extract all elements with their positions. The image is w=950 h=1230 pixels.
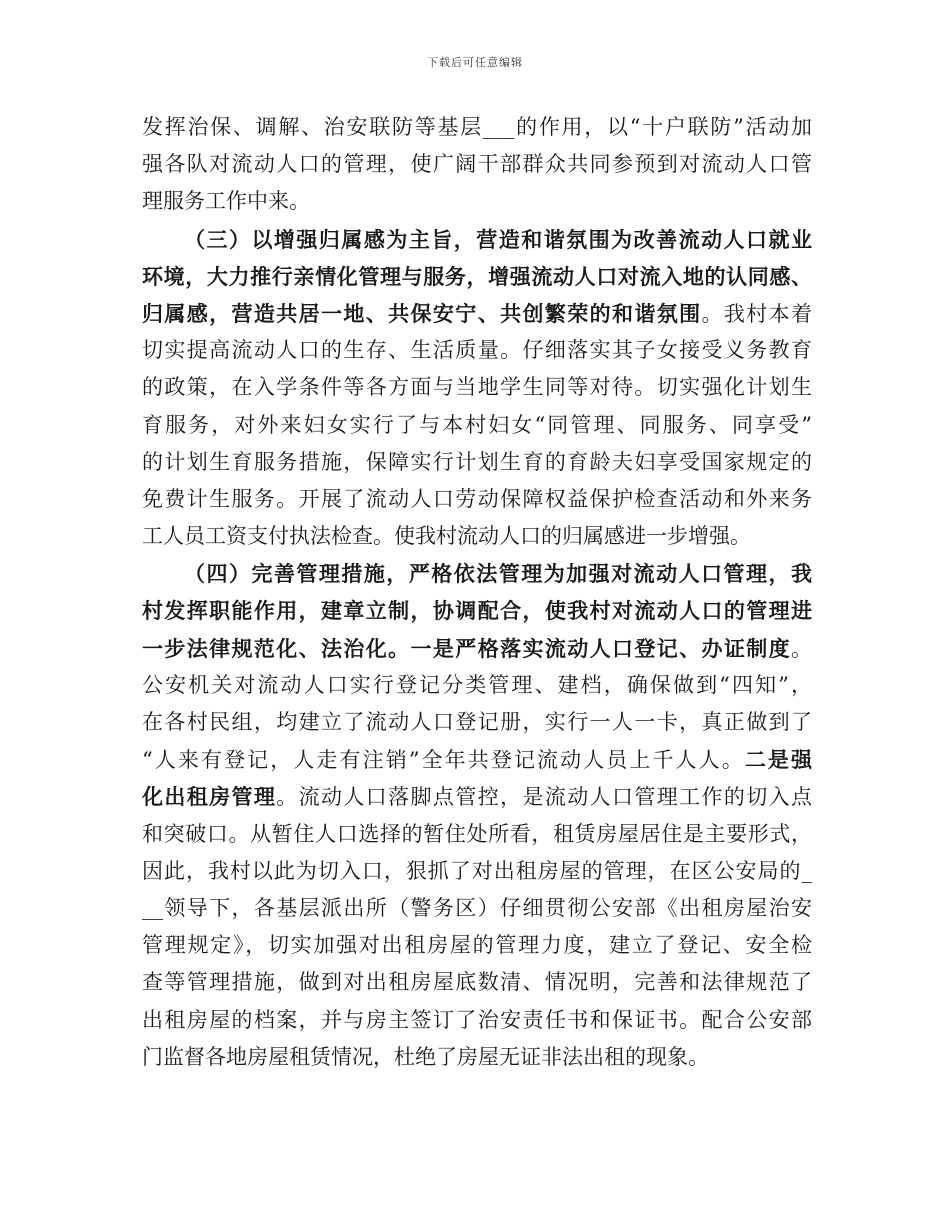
text-line: 切实提高流动人口的生存、生活质量。仔细落实其子女接受义务教育: [142, 338, 812, 363]
text-line: [142, 741, 812, 778]
text-line: 工人员工资支付执法检查。使我村流动人口的归属感进一步增强。: [142, 524, 751, 549]
text-line: 查等管理措施，做到对出租房屋底数清、情况明，完善和法律规范了: [142, 970, 812, 995]
section-heading-4: （四）完善管理措施，严格依法管理为加强对流动人口管理，我: [184, 561, 812, 587]
section-heading-3: （三）以增强归属感为主旨，营造和谐氛围为改善流动人口就业: [184, 226, 812, 252]
text-run: “人来有登记，人走有注销”全年共登记流动人员上千人人。: [142, 748, 745, 773]
text-line: [142, 778, 812, 815]
bold-run: 一步法律规范化、法治化。一是严格落实流动人口登记、办证制度: [142, 635, 791, 661]
bold-run: 二是强: [744, 747, 812, 773]
text-line: 免费计生服务。开展了流动人口劳动保障权益保护检查活动和外来务: [142, 486, 812, 511]
text-line: __领导下，各基层派出所（警务区）仔细贯彻公安部《出租房屋治安: [142, 895, 812, 920]
text-line: 在各村民组，均建立了流动人口登记册，实行一人一卡，真正做到了: [142, 710, 812, 734]
text-line: 公安机关对流动人口实行登记分类管理、建档，确保做到“四知”，: [142, 672, 812, 697]
text-line: 因此，我村以此为切入口，狠抓了对出租房屋的管理，在区公安局的_: [142, 858, 812, 883]
text-run: 。我村本着: [701, 301, 812, 326]
text-run: 。: [791, 636, 812, 661]
bold-run: 化出租房管理: [142, 784, 277, 810]
page-header: 下载后可任意编辑: [427, 56, 523, 69]
text-line: 门监督各地房屋租赁情况，杜绝了房屋无证非法出租的现象。: [142, 1044, 709, 1069]
text-line: 强各队对流动人口的管理，使广阔干部群众共同参预到对流动人口管: [142, 152, 812, 177]
text-line: 出租房屋的档案，并与房主签订了治安责任书和保证书。配合公安部: [142, 1007, 812, 1032]
bold-run: 归属感，营造共居一地、共保安宁、共创繁荣的和谐氛围: [142, 300, 702, 326]
text-line: [142, 630, 812, 667]
text-line: 育服务，对外来妇女实行了与本村妇女“同管理、同服务、同享受”: [142, 412, 812, 437]
text-line: 的政策，在入学条件等各方面与当地学生同等对待。切实强化计划生: [142, 375, 812, 400]
section-heading-4-cont: 村发挥职能作用，建章立制，协调配合，使我村对流动人口的管理进: [142, 598, 812, 624]
text-line: 的计划生育服务措施，保障实行计划生育的育龄夫妇享受国家规定的: [142, 449, 812, 474]
text-line: [142, 295, 812, 332]
text-run: 。流动人口落脚点管控，是流动人口管理工作的切入点: [276, 785, 812, 810]
text-line: 管理规定》，切实加强对出租房屋的管理力度，建立了登记、安全检: [142, 933, 812, 958]
document-body: [142, 109, 812, 1076]
text-line: 和突破口。从暂住人口选择的暂住处所看，租赁房屋居住是主要形式，: [142, 821, 812, 846]
text-line: 发挥治保、调解、治安联防等基层___的作用，以“十户联防”活动加: [142, 115, 812, 139]
text-line: 理服务工作中来。: [142, 189, 310, 214]
section-heading-3-cont: 环境，大力推行亲情化管理与服务，增强流动人口对流入地的认同感、: [142, 263, 812, 289]
